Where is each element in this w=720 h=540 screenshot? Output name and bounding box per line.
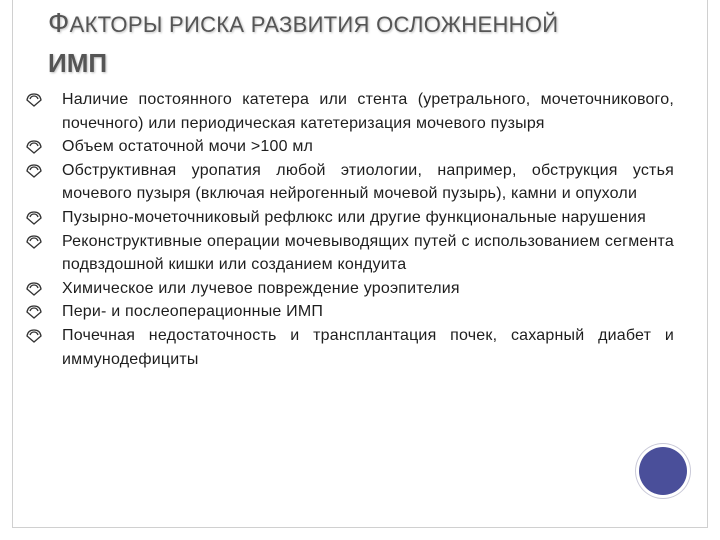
title-line-2: ИМП <box>48 48 108 78</box>
bullet-arrow-icon <box>26 329 42 343</box>
bullet-arrow-icon <box>26 235 42 249</box>
bullet-arrow-icon <box>26 211 42 225</box>
list-item-text: Объем остаточной мочи >100 мл <box>62 138 314 156</box>
title-line-1 <box>48 4 688 44</box>
title-initial-cap: Ф <box>48 7 70 38</box>
list-item <box>26 88 674 135</box>
risk-factor-list <box>26 88 674 371</box>
list-item-text: Реконструктивные операции мочевыводящих путей с использованием сегмента подвздошной кишки или созданием кондуита <box>62 232 674 274</box>
list-item <box>26 324 674 371</box>
list-item-text: Химическое или лучевое повреждение уроэпителия <box>62 279 460 297</box>
slide-title <box>48 4 688 82</box>
list-item-text: Почечная недостаточность и трансплантация почек, сахарный диабет и иммунодефициты <box>62 326 674 368</box>
list-item-text: Пузырно-мочеточниковый рефлюкс или другие функциональные нарушения <box>62 208 646 226</box>
bullet-arrow-icon <box>26 93 42 107</box>
bullet-arrow-icon <box>26 305 42 319</box>
bullet-arrow-icon <box>26 282 42 296</box>
list-item <box>26 135 674 159</box>
list-item <box>26 300 674 324</box>
list-item <box>26 159 674 206</box>
bullet-arrow-icon <box>26 164 42 178</box>
title-line-1-text: АКТОРЫ РИСКА РАЗВИТИЯ ОСЛОЖНЕННОЙ <box>69 12 559 37</box>
bullet-arrow-icon <box>26 140 42 154</box>
list-item-text: Обструктивная уропатия любой этиологии, например, обструкция устья мочевого пузыря (включая нейрогенный мочевой пузырь), камни и опухоли <box>62 161 674 203</box>
list-item <box>26 206 674 230</box>
list-item <box>26 230 674 277</box>
list-item-text: Наличие постоянного катетера или стента (уретрального, мочеточникового, почечного) или периодическая катетеризация мочевого пузыря <box>62 91 674 132</box>
list-item <box>26 277 674 301</box>
list-item-text: Пери- и послеоперационные ИМП <box>62 303 324 321</box>
decorative-circle <box>639 447 687 495</box>
